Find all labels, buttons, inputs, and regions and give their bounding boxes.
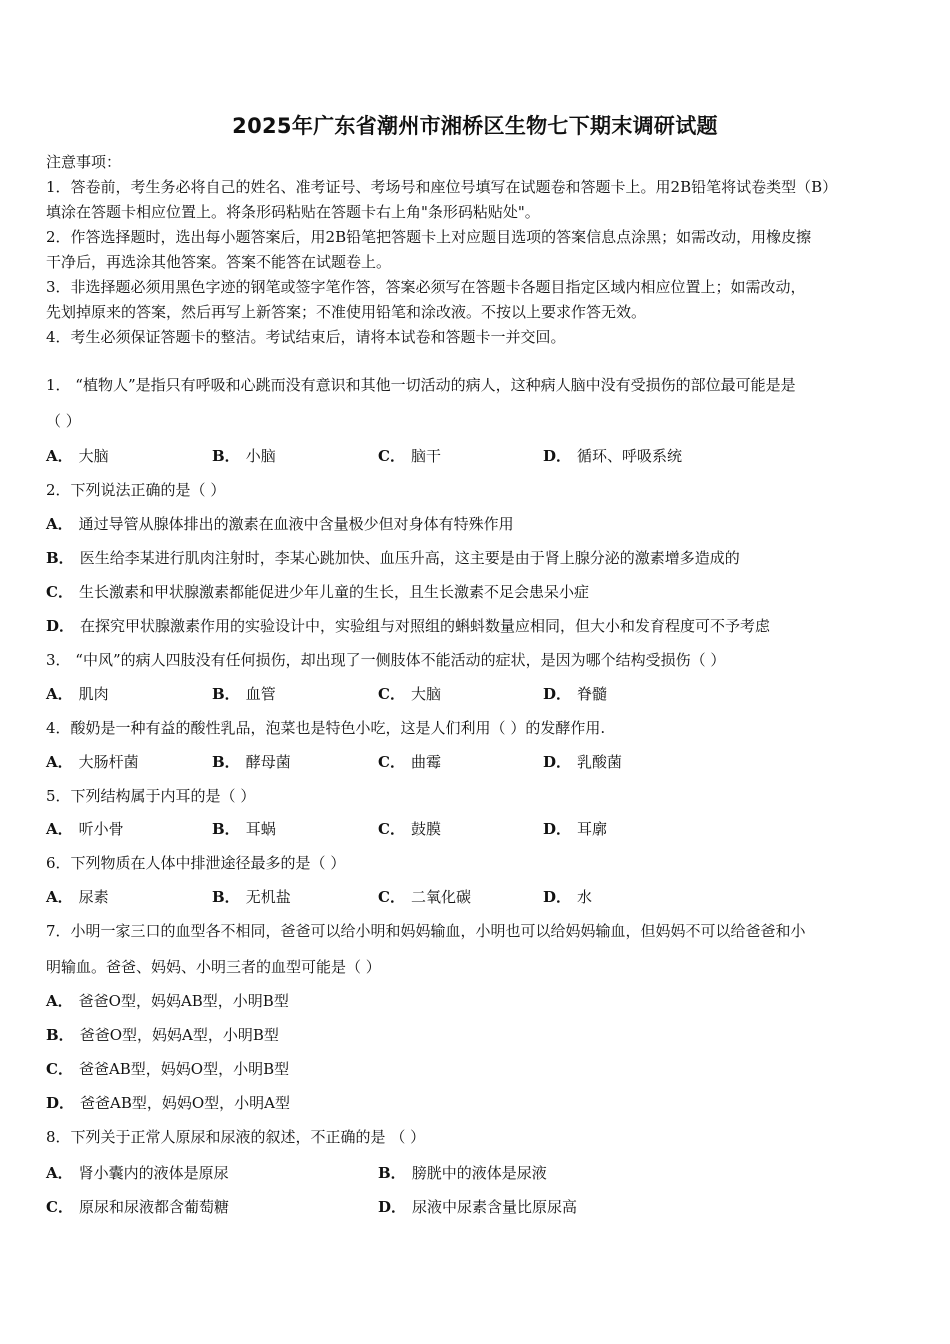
notice-heading: 注意事项： (46, 153, 122, 171)
option-label: C． (378, 447, 405, 465)
question-stem: 5．下列结构属于内耳的是（ ） (46, 787, 256, 805)
notice-line: 填涂在答题卡相应位置上。将条形码粘贴在答题卡右上角"条形码粘贴处"。 (46, 203, 540, 221)
option-label: C． (378, 753, 405, 771)
option-a (46, 1163, 229, 1183)
question-stem: 4．酸奶是一种有益的酸性乳品，泡菜也是特色小吃，这是人们利用（ ）的发酵作用. (46, 719, 606, 737)
notice-line: 3．非选择题必须用黑色字迹的钢笔或签字笔作答，答案必须写在答题卡各题目指定区域内相应位置上；如需改动， (46, 278, 806, 296)
option-label: A． (46, 1164, 73, 1182)
option-a (46, 887, 109, 907)
option-d (543, 752, 622, 772)
option-label: A． (46, 992, 73, 1010)
option-text: 大脑 (410, 685, 441, 703)
notice-line: 1．答卷前，考生务必将自己的姓名、准考证号、考场号和座位号填写在试题卷和答题卡上。用2B铅笔将试卷类型（B） (46, 178, 838, 196)
option-text: 耳廓 (577, 820, 608, 838)
option-label: D． (46, 1094, 75, 1112)
option-label: B． (212, 753, 240, 771)
option-b (212, 819, 276, 839)
question-stem: 6．下列物质在人体中排泄途径最多的是（ ） (46, 854, 346, 872)
option-label: D． (378, 1198, 407, 1216)
option-c (46, 582, 589, 602)
option-text: 小脑 (245, 447, 276, 465)
notice-line: 2．作答选择题时，选出每小题答案后，用2B铅笔把答题卡上对应题目选项的答案信息点涂黑；如需改动，用橡皮擦 (46, 228, 812, 246)
option-label: B． (378, 1164, 406, 1182)
option-text: 爸爸AB型，妈妈O型，小明A型 (80, 1094, 291, 1112)
option-text: 脊髓 (577, 685, 608, 703)
option-b (46, 1025, 279, 1045)
option-text: 爸爸AB型，妈妈O型，小明B型 (78, 1060, 290, 1078)
option-a (46, 991, 289, 1011)
option-label: C． (46, 583, 73, 601)
question-stem: 8．下列关于正常人原尿和尿液的叙述，不正确的是 （ ） (46, 1128, 426, 1146)
option-c (378, 819, 441, 839)
page-title: 2025年广东省潮州市湘桥区生物七下期末调研试题 (232, 114, 718, 138)
question-stem: 1． “植物人”是指只有呼吸和心跳而没有意识和其他一切活动的病人，这种病人脑中没有受损伤的部位最可能是是 (46, 376, 796, 394)
option-text: 耳蜗 (245, 820, 276, 838)
option-c (46, 1059, 289, 1079)
option-text: 尿素 (78, 888, 109, 906)
option-label: A． (46, 515, 73, 533)
option-b (46, 548, 740, 568)
option-d (46, 616, 770, 636)
option-label: B． (212, 685, 240, 703)
option-text: 听小骨 (78, 820, 124, 838)
question-stem: 3． “中风”的病人四肢没有任何损伤，却出现了一侧肢体不能活动的症状，是因为哪个结构受损伤（ ） (46, 651, 726, 669)
option-b (378, 1163, 547, 1183)
option-label: C． (378, 820, 405, 838)
option-text: 乳酸菌 (577, 753, 623, 771)
question-stem: 7．小明一家三口的血型各不相同，爸爸可以给小明和妈妈输血，小明也可以给妈妈输血，但妈妈不可以给爸爸和小 (46, 922, 806, 940)
option-label: D． (46, 617, 75, 635)
option-label: D． (543, 685, 572, 703)
question-stem: （ ） (46, 412, 81, 430)
option-label: C． (378, 888, 405, 906)
option-c (378, 446, 441, 466)
option-text: 曲霉 (410, 753, 441, 771)
option-a (46, 446, 109, 466)
option-text: 爸爸O型，妈妈AB型，小明B型 (78, 992, 289, 1010)
option-text: 通过导管从腺体排出的激素在血液中含量极少但对身体有特殊作用 (78, 515, 514, 533)
option-c (378, 752, 441, 772)
option-label: A． (46, 753, 73, 771)
option-text: 原尿和尿液都含葡萄糖 (78, 1198, 229, 1216)
option-text: 无机盐 (245, 888, 291, 906)
option-a (46, 752, 139, 772)
notice-line: 先划掉原来的答案，然后再写上新答案；不准使用铅笔和涂改液。不按以上要求作答无效。 (46, 303, 647, 321)
option-d (543, 819, 607, 839)
question-stem: 2．下列说法正确的是（ ） (46, 481, 226, 499)
option-label: D． (543, 888, 572, 906)
question-stem: 明输血。爸爸、妈妈、小明三者的血型可能是（ ） (46, 958, 381, 976)
option-text: 大脑 (78, 447, 109, 465)
option-text: 肌肉 (78, 685, 109, 703)
option-d (543, 446, 682, 466)
option-text: 爸爸O型，妈妈A型，小明B型 (79, 1026, 279, 1044)
option-text: 肾小囊内的液体是原尿 (78, 1164, 229, 1182)
option-b (212, 446, 276, 466)
option-a (46, 819, 124, 839)
option-label: B． (212, 820, 240, 838)
option-text: 尿液中尿素含量比原尿高 (412, 1198, 578, 1216)
option-text: 生长激素和甲状腺激素都能促进少年儿童的生长，且生长激素不足会患呆小症 (78, 583, 589, 601)
option-text: 水 (577, 888, 593, 906)
option-label: A． (46, 685, 73, 703)
option-label: A． (46, 820, 73, 838)
option-a (46, 684, 109, 704)
option-label: A． (46, 888, 73, 906)
option-label: C． (378, 685, 405, 703)
option-label: D． (543, 820, 572, 838)
option-d (378, 1197, 577, 1217)
option-d (543, 887, 592, 907)
option-c (378, 887, 471, 907)
option-text: 医生给李某进行肌肉注射时，李某心跳加快、血压升高，这主要是由于肾上腺分泌的激素增多造成的 (79, 549, 740, 567)
option-b (212, 752, 291, 772)
option-c (378, 684, 441, 704)
option-text: 脑干 (410, 447, 441, 465)
option-a (46, 514, 514, 534)
notice-line: 4．考生必须保证答题卡的整洁。考试结束后，请将本试卷和答题卡一并交回。 (46, 328, 566, 346)
option-label: B． (46, 1026, 74, 1044)
option-label: C． (46, 1198, 73, 1216)
option-label: A． (46, 447, 73, 465)
option-b (212, 684, 276, 704)
option-text: 膀胱中的液体是尿液 (411, 1164, 547, 1182)
option-c (46, 1197, 229, 1217)
notice-line: 干净后，再选涂其他答案。答案不能答在试题卷上。 (46, 253, 392, 271)
option-text: 在探究甲状腺激素作用的实验设计中，实验组与对照组的蝌蚪数量应相同，但大小和发育程度可不予考虑 (80, 617, 771, 635)
option-label: B． (212, 447, 240, 465)
option-label: D． (543, 753, 572, 771)
option-label: C． (46, 1060, 73, 1078)
option-label: B． (46, 549, 74, 567)
option-text: 血管 (245, 685, 276, 703)
option-text: 循环、呼吸系统 (577, 447, 683, 465)
option-b (212, 887, 291, 907)
option-d (543, 684, 607, 704)
option-text: 大肠杆菌 (78, 753, 139, 771)
option-text: 酵母菌 (245, 753, 291, 771)
option-label: D． (543, 447, 572, 465)
option-label: B． (212, 888, 240, 906)
option-text: 二氧化碳 (410, 888, 471, 906)
option-text: 鼓膜 (410, 820, 441, 838)
option-d (46, 1093, 290, 1113)
